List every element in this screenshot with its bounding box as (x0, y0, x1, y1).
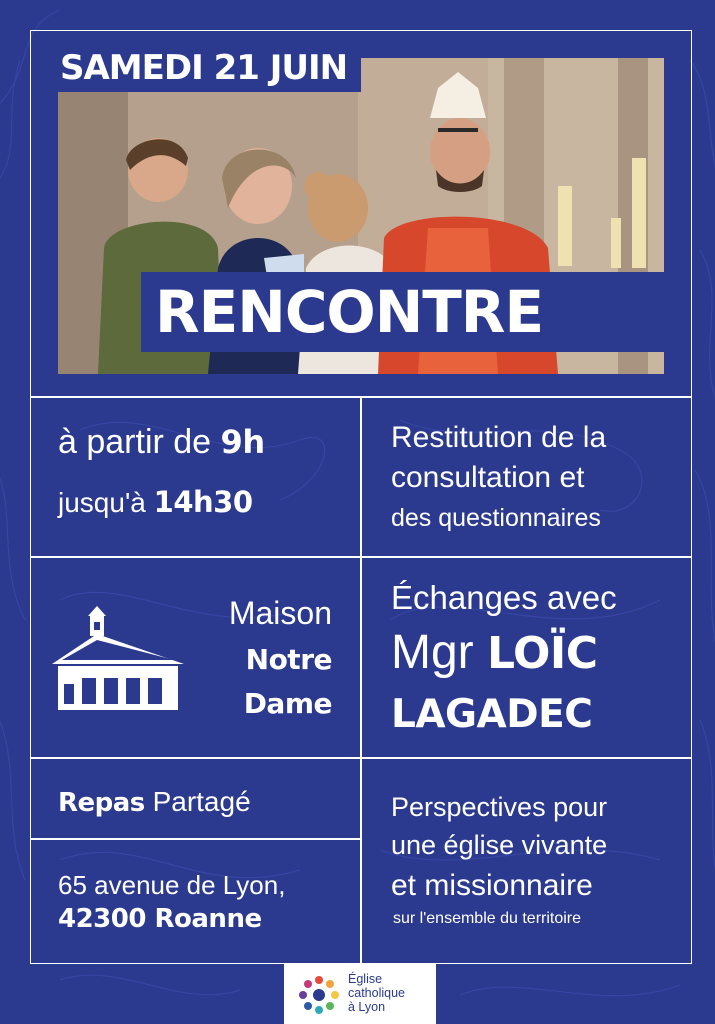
event-title: RENCONTRE (141, 272, 679, 352)
exchange-last-name: LAGADEC (391, 692, 593, 737)
restitution-line-2: consultation et (391, 461, 585, 494)
grid-divider (360, 396, 362, 964)
church-lyon-logo-icon (298, 974, 340, 1016)
meal-bold: Repas (58, 788, 145, 818)
schedule-start-prefix: à partir de (58, 423, 212, 461)
venue-line-3: Dame (243, 687, 332, 720)
exchange-prefix: Mgr (391, 626, 474, 679)
exchange-name (391, 624, 598, 683)
venue-line-2: Notre (245, 643, 332, 676)
event-date: SAMEDI 21 JUIN (44, 44, 361, 92)
restitution-line-1: Restitution de la (391, 421, 607, 454)
perspectives-line-1: Perspectives pour (391, 792, 608, 822)
exchange-first-name: LOÏC (487, 628, 598, 679)
logo-line-2: catholique (348, 986, 405, 1000)
schedule-end-time: 14h30 (153, 485, 253, 519)
grid-divider (30, 838, 361, 840)
address-city: 42300 Roanne (58, 904, 262, 934)
schedule-start (58, 422, 265, 462)
exchange-line-1: Échanges avec (391, 579, 617, 616)
restitution-line-3: des questionnaires (391, 504, 601, 532)
logo-line-3: à Lyon (348, 1000, 386, 1014)
perspectives-line-4: sur l'ensemble du territoire (393, 910, 582, 927)
meal-label (58, 784, 251, 821)
logo-line-1: Église (348, 972, 383, 986)
schedule-start-time: 9h (220, 423, 265, 461)
schedule-end (58, 484, 253, 521)
meal-rest: Partagé (152, 786, 251, 817)
perspectives-line-3: et missionnaire (391, 869, 593, 902)
venue-line-1: Maison (228, 595, 332, 631)
address-street: 65 avenue de Lyon, (58, 870, 286, 900)
logo-text (348, 972, 405, 1014)
perspectives-line-2: une église vivante (391, 830, 608, 860)
church-building-icon (52, 604, 184, 712)
church-lyon-logo (284, 964, 436, 1024)
schedule-end-prefix: jusqu'à (58, 487, 146, 518)
